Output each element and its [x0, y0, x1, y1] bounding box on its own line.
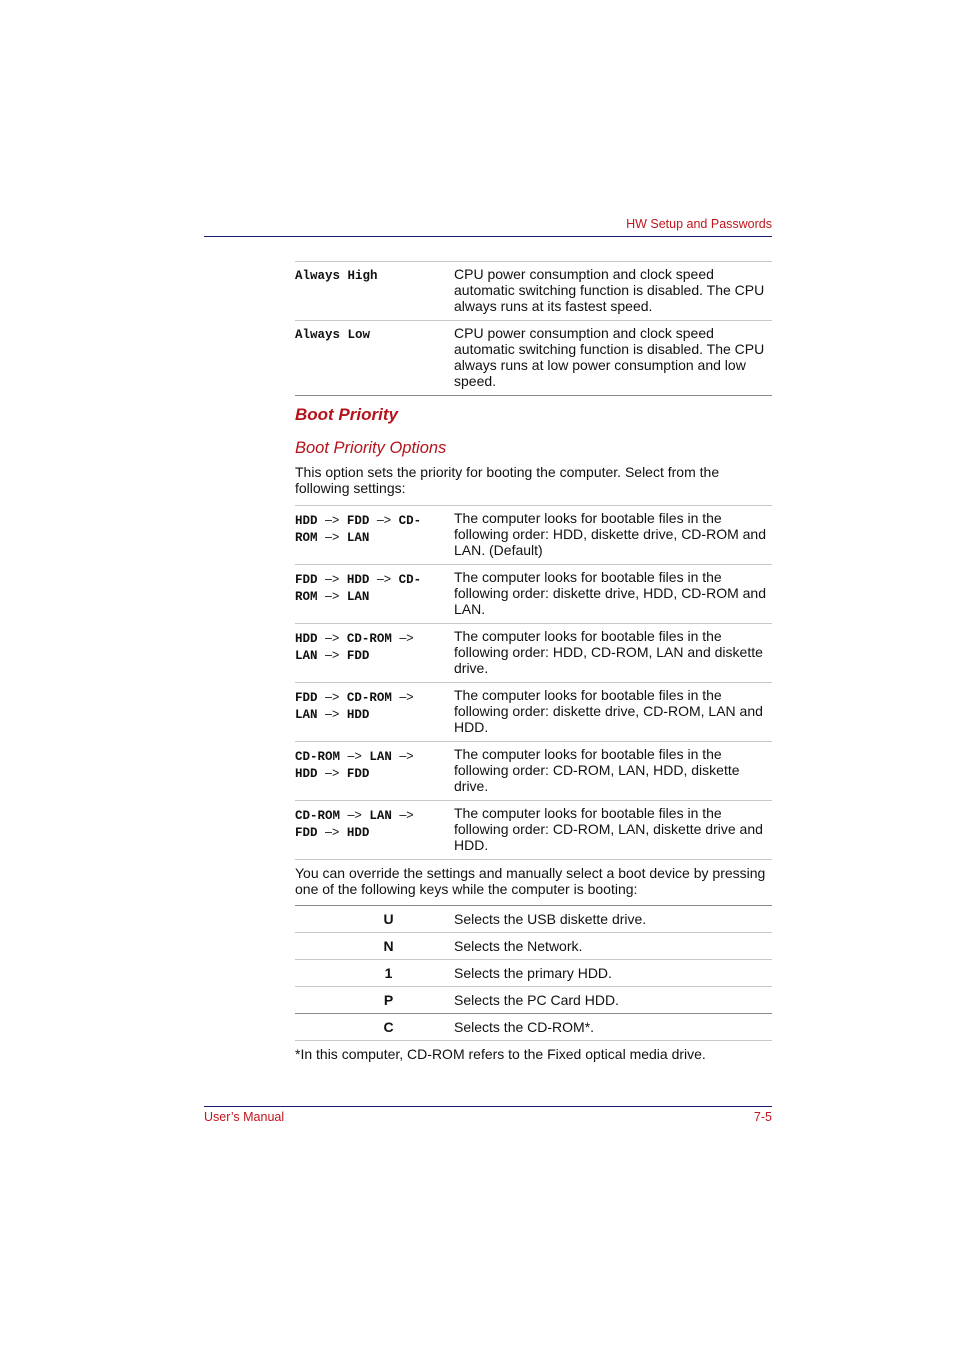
boot-key-row: [295, 933, 772, 959]
arrow-glyph: –>: [325, 513, 340, 527]
boot-key-desc: Selects the PC Card HDD.: [454, 992, 619, 1008]
boot-device: CD-ROM: [295, 750, 341, 764]
footer-manual-title: User’s Manual: [204, 1110, 285, 1124]
boot-device: CD-: [398, 573, 422, 587]
boot-key: 1: [384, 965, 393, 981]
boot-options-table: [295, 505, 772, 860]
table-row: [295, 321, 772, 395]
boot-device: LAN: [295, 708, 318, 722]
boot-sequence-line: [295, 571, 454, 588]
boot-device: FDD: [295, 826, 318, 840]
boot-device: CD-ROM: [346, 691, 392, 705]
override-paragraph: You can override the settings and manually select a boot device by pressing one of the following keys while the computer is booting:: [295, 865, 766, 897]
boot-device: FDD: [346, 514, 370, 528]
boot-option-desc: The computer looks for bootable files in the following order: CD-ROM, LAN, diskette drive and HDD.: [454, 805, 763, 853]
boot-option-desc: The computer looks for bootable files in the following order: diskette drive, CD-ROM, LAN and HDD.: [454, 687, 763, 735]
boot-device: LAN: [346, 531, 370, 545]
cpu-mode-desc: CPU power consumption and clock speed automatic switching function is disabled. The CPU always runs at its fastest speed.: [454, 266, 765, 314]
arrow-glyph: –>: [325, 766, 340, 780]
header-title: HW Setup and Passwords: [626, 217, 772, 231]
boot-sequence-line: [295, 630, 454, 647]
boot-device: HDD: [295, 514, 318, 528]
footer-page-number: 7-5: [753, 1110, 772, 1124]
intro-paragraph: This option sets the priority for booting the computer. Select from the following settings:: [295, 464, 720, 496]
boot-device: FDD: [295, 691, 318, 705]
cpu-mode-key: Always Low: [295, 328, 371, 342]
arrow-glyph: –>: [347, 808, 362, 822]
footnote: *In this computer, CD-ROM refers to the Fixed optical media drive.: [295, 1046, 706, 1062]
boot-device: FDD: [295, 573, 318, 587]
boot-sequence: [295, 628, 454, 682]
boot-option-row: [295, 506, 772, 564]
boot-key-row: [295, 987, 772, 1013]
boot-device: LAN: [369, 809, 392, 823]
boot-device: HDD: [346, 708, 370, 722]
subsection-title: Boot Priority Options: [295, 439, 447, 457]
boot-device: LAN: [369, 750, 392, 764]
table-rule: [295, 859, 772, 860]
boot-device: CD-ROM: [295, 809, 341, 823]
boot-sequence-line: [295, 748, 454, 765]
table-rule: [295, 1040, 772, 1041]
arrow-glyph: –>: [325, 631, 340, 645]
table-rule: [295, 395, 772, 396]
boot-sequence-line: [295, 512, 454, 529]
boot-key-desc: Selects the USB diskette drive.: [454, 911, 647, 927]
arrow-glyph: –>: [325, 707, 340, 721]
arrow-glyph: –>: [325, 690, 340, 704]
boot-device: LAN: [295, 649, 318, 663]
arrow-glyph: –>: [325, 572, 340, 586]
arrow-glyph: –>: [376, 572, 392, 586]
boot-key: N: [383, 938, 394, 954]
boot-sequence-line: [295, 706, 454, 723]
arrow-glyph: –>: [347, 749, 362, 763]
arrow-glyph: –>: [399, 690, 414, 704]
boot-device: FDD: [346, 767, 370, 781]
boot-option-rows: [295, 506, 772, 860]
table-row: [295, 262, 772, 320]
arrow-glyph: –>: [325, 648, 340, 662]
boot-option-row: [295, 624, 772, 682]
boot-option-row: [295, 801, 772, 859]
boot-device: HDD: [295, 632, 318, 646]
boot-device: HDD: [346, 573, 370, 587]
boot-keys-table: [295, 905, 772, 1041]
boot-sequence-line: [295, 807, 454, 824]
boot-option-desc: The computer looks for bootable files in the following order: HDD, CD-ROM, LAN and diskette drive.: [454, 628, 763, 676]
boot-sequence: [295, 687, 454, 741]
boot-sequence: [295, 805, 454, 859]
boot-sequence-line: [295, 824, 454, 841]
boot-option-desc: The computer looks for bootable files in the following order: HDD, diskette drive, CD-ROM and LAN. (Default): [454, 510, 766, 558]
arrow-glyph: –>: [325, 530, 340, 544]
boot-device: CD-: [398, 514, 422, 528]
boot-option-desc: The computer looks for bootable files in the following order: diskette drive, HDD, CD-ROM and LAN.: [454, 569, 766, 617]
boot-device: CD-ROM: [346, 632, 392, 646]
arrow-glyph: –>: [399, 631, 414, 645]
boot-device: ROM: [295, 531, 318, 545]
footer-rule: [204, 1106, 772, 1107]
boot-key-desc: Selects the Network.: [454, 938, 583, 954]
boot-sequence-line: [295, 765, 454, 782]
arrow-glyph: –>: [399, 808, 414, 822]
boot-key-desc: Selects the CD-ROM*.: [454, 1019, 595, 1035]
arrow-glyph: –>: [399, 749, 414, 763]
boot-sequence: [295, 569, 454, 623]
arrow-glyph: –>: [325, 825, 340, 839]
boot-option-desc: The computer looks for bootable files in the following order: CD-ROM, LAN, HDD, diskette drive.: [454, 746, 740, 794]
boot-key-row: [295, 960, 772, 986]
cpu-mode-table: [295, 261, 772, 396]
cpu-mode-key: Always High: [295, 269, 378, 283]
boot-sequence-line: [295, 689, 454, 706]
header-rule: [204, 236, 772, 237]
boot-device: HDD: [346, 826, 370, 840]
boot-device: LAN: [346, 590, 370, 604]
boot-device: FDD: [346, 649, 370, 663]
boot-key: P: [383, 992, 394, 1008]
arrow-glyph: –>: [376, 513, 392, 527]
boot-key: C: [383, 1019, 394, 1035]
boot-option-row: [295, 565, 772, 623]
boot-device: ROM: [295, 590, 318, 604]
arrow-glyph: –>: [325, 589, 340, 603]
boot-key-rows: [295, 906, 772, 1041]
boot-key: U: [383, 911, 394, 927]
boot-sequence: [295, 746, 454, 800]
boot-key-desc: Selects the primary HDD.: [454, 965, 612, 981]
section-title: Boot Priority: [295, 405, 398, 424]
boot-key-row: [295, 1014, 772, 1040]
boot-sequence-line: [295, 647, 454, 664]
boot-sequence-line: [295, 529, 454, 546]
boot-option-row: [295, 742, 772, 800]
cpu-mode-desc: CPU power consumption and clock speed automatic switching function is disabled. The CPU always runs at low power consumption and low speed.: [454, 325, 765, 389]
boot-device: HDD: [295, 767, 318, 781]
boot-sequence-line: [295, 588, 454, 605]
boot-sequence: [295, 510, 454, 564]
boot-key-row: [295, 906, 772, 932]
boot-option-row: [295, 683, 772, 741]
